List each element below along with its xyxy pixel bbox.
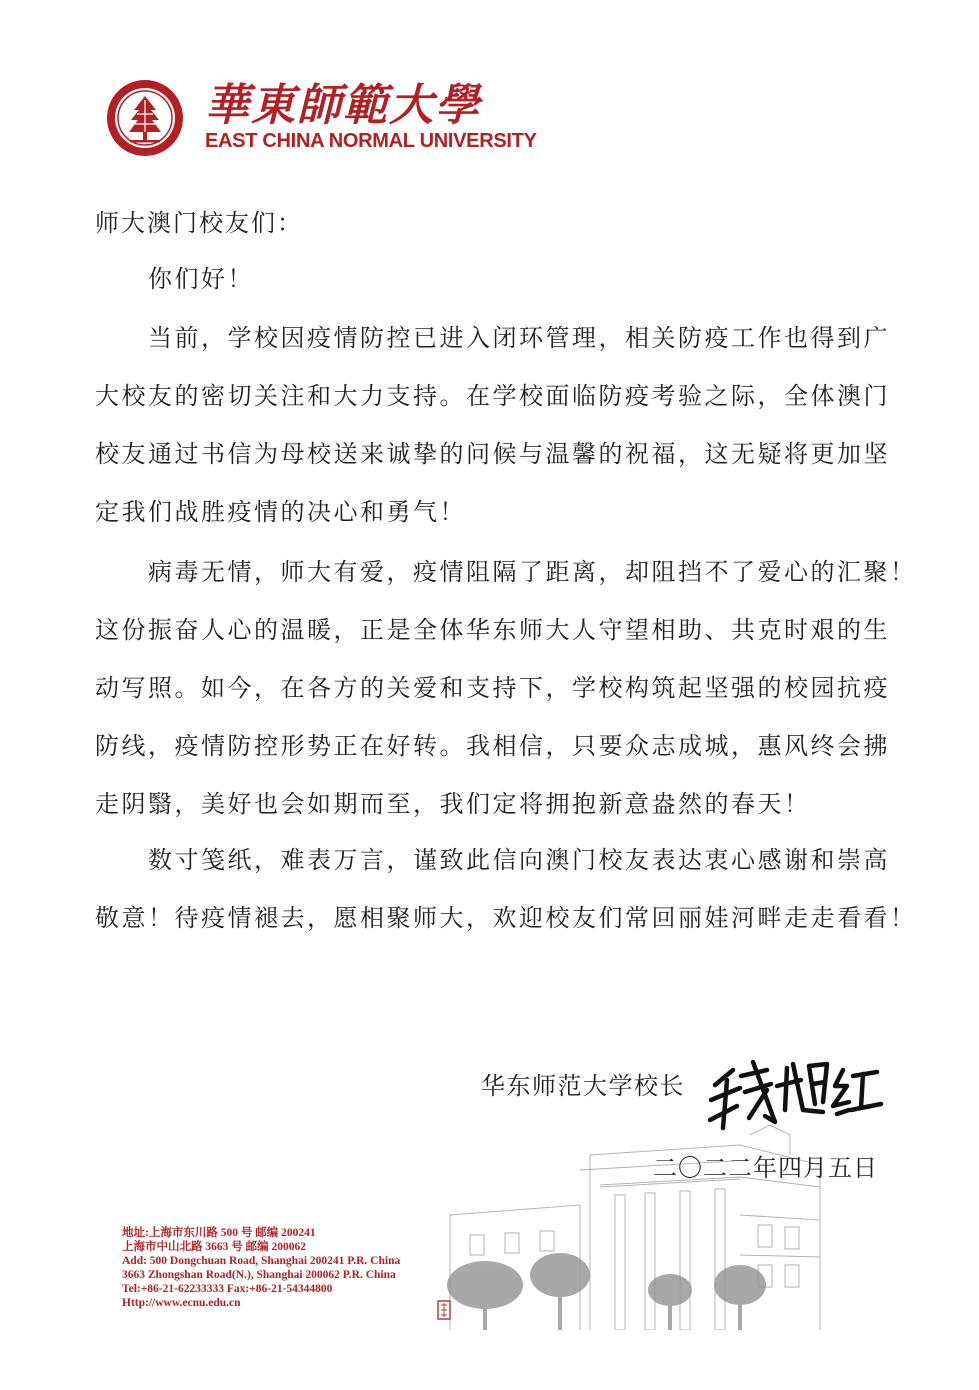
letter-greeting	[95, 250, 885, 308]
greeting-line: 你们好！	[148, 265, 254, 293]
address-line: 地址:上海市东川路 500 号 邮编 200241	[122, 1227, 316, 1239]
letter-salutation: 师大澳门校友们：	[95, 209, 303, 237]
sender-title: 华东师范大学校长	[481, 1072, 685, 1100]
paragraph-line: 病毒无情，师大有爱，疫情阻隔了距离，却阻挡不了爱心的汇聚！	[148, 558, 917, 586]
letterhead	[105, 78, 565, 158]
paragraph-line: 定我们战胜疫情的决心和勇气！	[95, 498, 466, 526]
letter-paragraph-2	[95, 543, 917, 833]
website-link[interactable]: Http://www.ecnu.edu.cn	[122, 1297, 241, 1309]
paragraph-line: 数寸笺纸，难表万言，谨致此信向澳门校友表达衷心感谢和崇高	[148, 846, 890, 874]
address-line: 3663 Zhongshan Road(N.), Shanghai 200062 P.R. China	[122, 1269, 396, 1281]
address-line: Tel:+86-21-62233333 Fax:+86-21-54344800	[122, 1283, 333, 1295]
university-name-english: EAST CHINA NORMAL UNIVERSITY	[205, 130, 537, 152]
paragraph-line: 大校友的密切关注和大力支持。在学校面临防疫考验之际，全体澳门	[95, 382, 890, 410]
paragraph-line: 当前，学校因疫情防控已进入闭环管理，相关防疫工作也得到广	[148, 324, 890, 352]
university-seal-icon	[105, 78, 185, 158]
letter-paragraph-1	[95, 309, 890, 541]
footer-address	[122, 1226, 400, 1310]
address-line: Add: 500 Dongchuan Road, Shanghai 200241 P.R. China	[122, 1255, 401, 1267]
seal-stamp-icon	[437, 1300, 451, 1320]
letter-paragraph-3	[95, 831, 917, 947]
address-line: 上海市中山北路 3663 号 邮编 200062	[122, 1241, 306, 1253]
paragraph-line: 校友通过书信为母校送来诚挚的问候与温馨的祝福，这无疑将更加坚	[95, 440, 890, 468]
paragraph-line: 动写照。如今，在各方的关爱和支持下，学校构筑起坚强的校园抗疫	[95, 674, 890, 702]
letter-date: 二〇二二年四月五日	[653, 1154, 878, 1182]
paragraph-line: 敬意！待疫情褪去，愿相聚师大，欢迎校友们常回丽娃河畔走走看看！	[95, 904, 917, 932]
university-name-chinese: 華東師範大學	[205, 80, 481, 131]
paragraph-line: 防线，疫情防控形势正在好转。我相信，只要众志成城，惠风终会拂	[95, 732, 890, 760]
paragraph-line: 这份振奋人心的温暖，正是全体华东师大人守望相助、共克时艰的生	[95, 616, 890, 644]
paragraph-line: 走阴翳，美好也会如期而至，我们定将拥抱新意盎然的春天！	[95, 790, 811, 818]
handwritten-signature	[705, 1040, 885, 1135]
